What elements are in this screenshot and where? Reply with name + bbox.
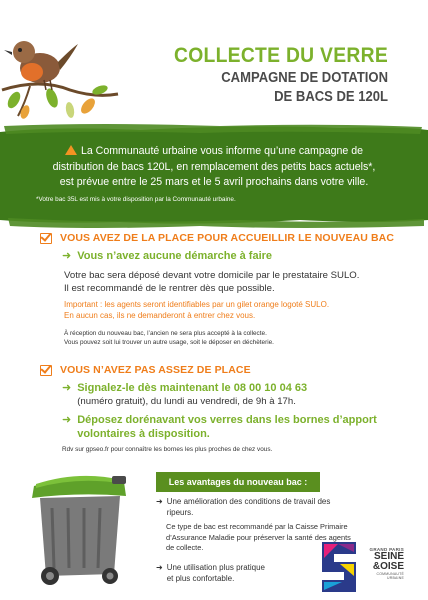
- banner-line-1: La Communauté urbaine vous informe qu’une campagne de: [80, 145, 364, 157]
- section-2-deposit-row: [62, 413, 377, 441]
- phone-number-text: Signalez-le dès maintenant le 08 00 10 04 63: [77, 382, 308, 394]
- section-have-space: [40, 232, 394, 347]
- arrow-right-icon: ➜: [62, 414, 72, 426]
- advantage-item-2-line-2: et plus confortable.: [166, 573, 235, 583]
- checkbox-icon: [40, 365, 52, 376]
- subtitle-line-1: CAMPAGNE DE DOTATION: [221, 70, 388, 86]
- phone-hours-text: , du lundi au vendredi, de 9h à 17h.: [145, 396, 296, 407]
- free-number-text: (numéro gratuit): [77, 396, 146, 407]
- section-1-heading-text: VOUS AVEZ DE LA PLACE POUR ACCUEILLIR LE NOUVEAU BAC: [60, 232, 395, 244]
- advantage-desc-line-2: d’Assurance Maladie pour préserver la santé des agents: [166, 532, 351, 542]
- advantage-item-2-line-1: Une utilisation plus pratique: [166, 562, 265, 572]
- rdv-note: Rdv sur gpseo.fr pour connaître les bornes les plus proches de chez vous.: [62, 446, 273, 453]
- banner-line-3: est prévue entre le 25 mars et le 5 avril prochains dans votre ville.: [59, 176, 369, 188]
- logo-line-2: SEINE: [373, 551, 404, 562]
- checkbox-icon: [40, 233, 52, 244]
- deposit-line-1: Déposez dorénavant vos verres dans les bornes d’apport: [77, 414, 377, 426]
- section-2-phone-row: [62, 381, 377, 409]
- section-1-arrow-row: [62, 249, 394, 263]
- banner-message: [36, 144, 392, 191]
- info-banner: [0, 124, 428, 228]
- section-2-heading-text: VOUS N’AVEZ PAS ASSEZ DE PLACE: [60, 364, 251, 376]
- banner-line-2: distribution de bacs 120L, en remplacement des petits bacs actuels*,: [52, 160, 376, 173]
- subtitle-line-2: DE BACS DE 120L: [274, 89, 388, 105]
- section-1-heading: [40, 232, 394, 244]
- important-line-2: En aucun cas, ils ne demanderont à entrer chez vous.: [64, 311, 256, 320]
- advantage-item-1-text: Une amélioration des conditions de travail des ripeurs.: [166, 497, 331, 517]
- arrow-right-icon: ➜: [156, 497, 163, 506]
- advantages-title: Les avantages du nouveau bac :: [156, 472, 320, 492]
- logo-line-4: COMMUNAUTÉ URBAINE: [376, 572, 404, 580]
- logo-text: [360, 547, 404, 580]
- wheelie-bin-illustration: [24, 468, 134, 588]
- advantage-desc-line-3: de collecte.: [166, 543, 204, 552]
- section-1-body-line-2: Il est recommandé de le rentrer dès que possible.: [64, 283, 275, 294]
- arrow-right-icon: ➜: [62, 250, 72, 262]
- small-note-1: À réception du nouveau bac, l’ancien ne sera plus accepté à la collecte.: [64, 330, 267, 337]
- no-action-title: Vous n’avez aucune démarche à faire: [77, 250, 273, 262]
- important-line-1: Important : les agents seront identifiables par un gilet orange logoté SULO.: [64, 300, 330, 309]
- page-title: COLLECTE DU VERRE: [173, 44, 388, 67]
- page-subtitle: [219, 69, 388, 107]
- section-1-body-line-1: Votre bac sera déposé devant votre domicile par le prestataire SULO.: [64, 270, 360, 281]
- small-note-2: Vous pouvez soit lui trouver un autre usage, soit le déposer en déchèterie.: [64, 339, 274, 346]
- banner-footnote: *Votre bac 35L est mis à votre disposition par la Communauté urbaine.: [36, 196, 236, 203]
- bird-illustration: [0, 28, 120, 123]
- section-1-body: [64, 269, 394, 347]
- advantage-desc-line-1: Ce type de bac est recommandé par la Caisse Primaire: [166, 522, 348, 531]
- logo-line-1: GRAND PARIS: [369, 547, 404, 552]
- advantage-item-1: [156, 496, 356, 518]
- logo-line-3: &OISE: [372, 561, 404, 572]
- arrow-right-icon: ➜: [62, 382, 72, 394]
- section-no-space: [40, 364, 377, 454]
- arrow-right-icon: ➜: [156, 562, 163, 572]
- deposit-line-2: volontaires à disposition.: [77, 428, 210, 440]
- section-2-heading: [40, 364, 377, 376]
- warning-icon: [65, 145, 77, 155]
